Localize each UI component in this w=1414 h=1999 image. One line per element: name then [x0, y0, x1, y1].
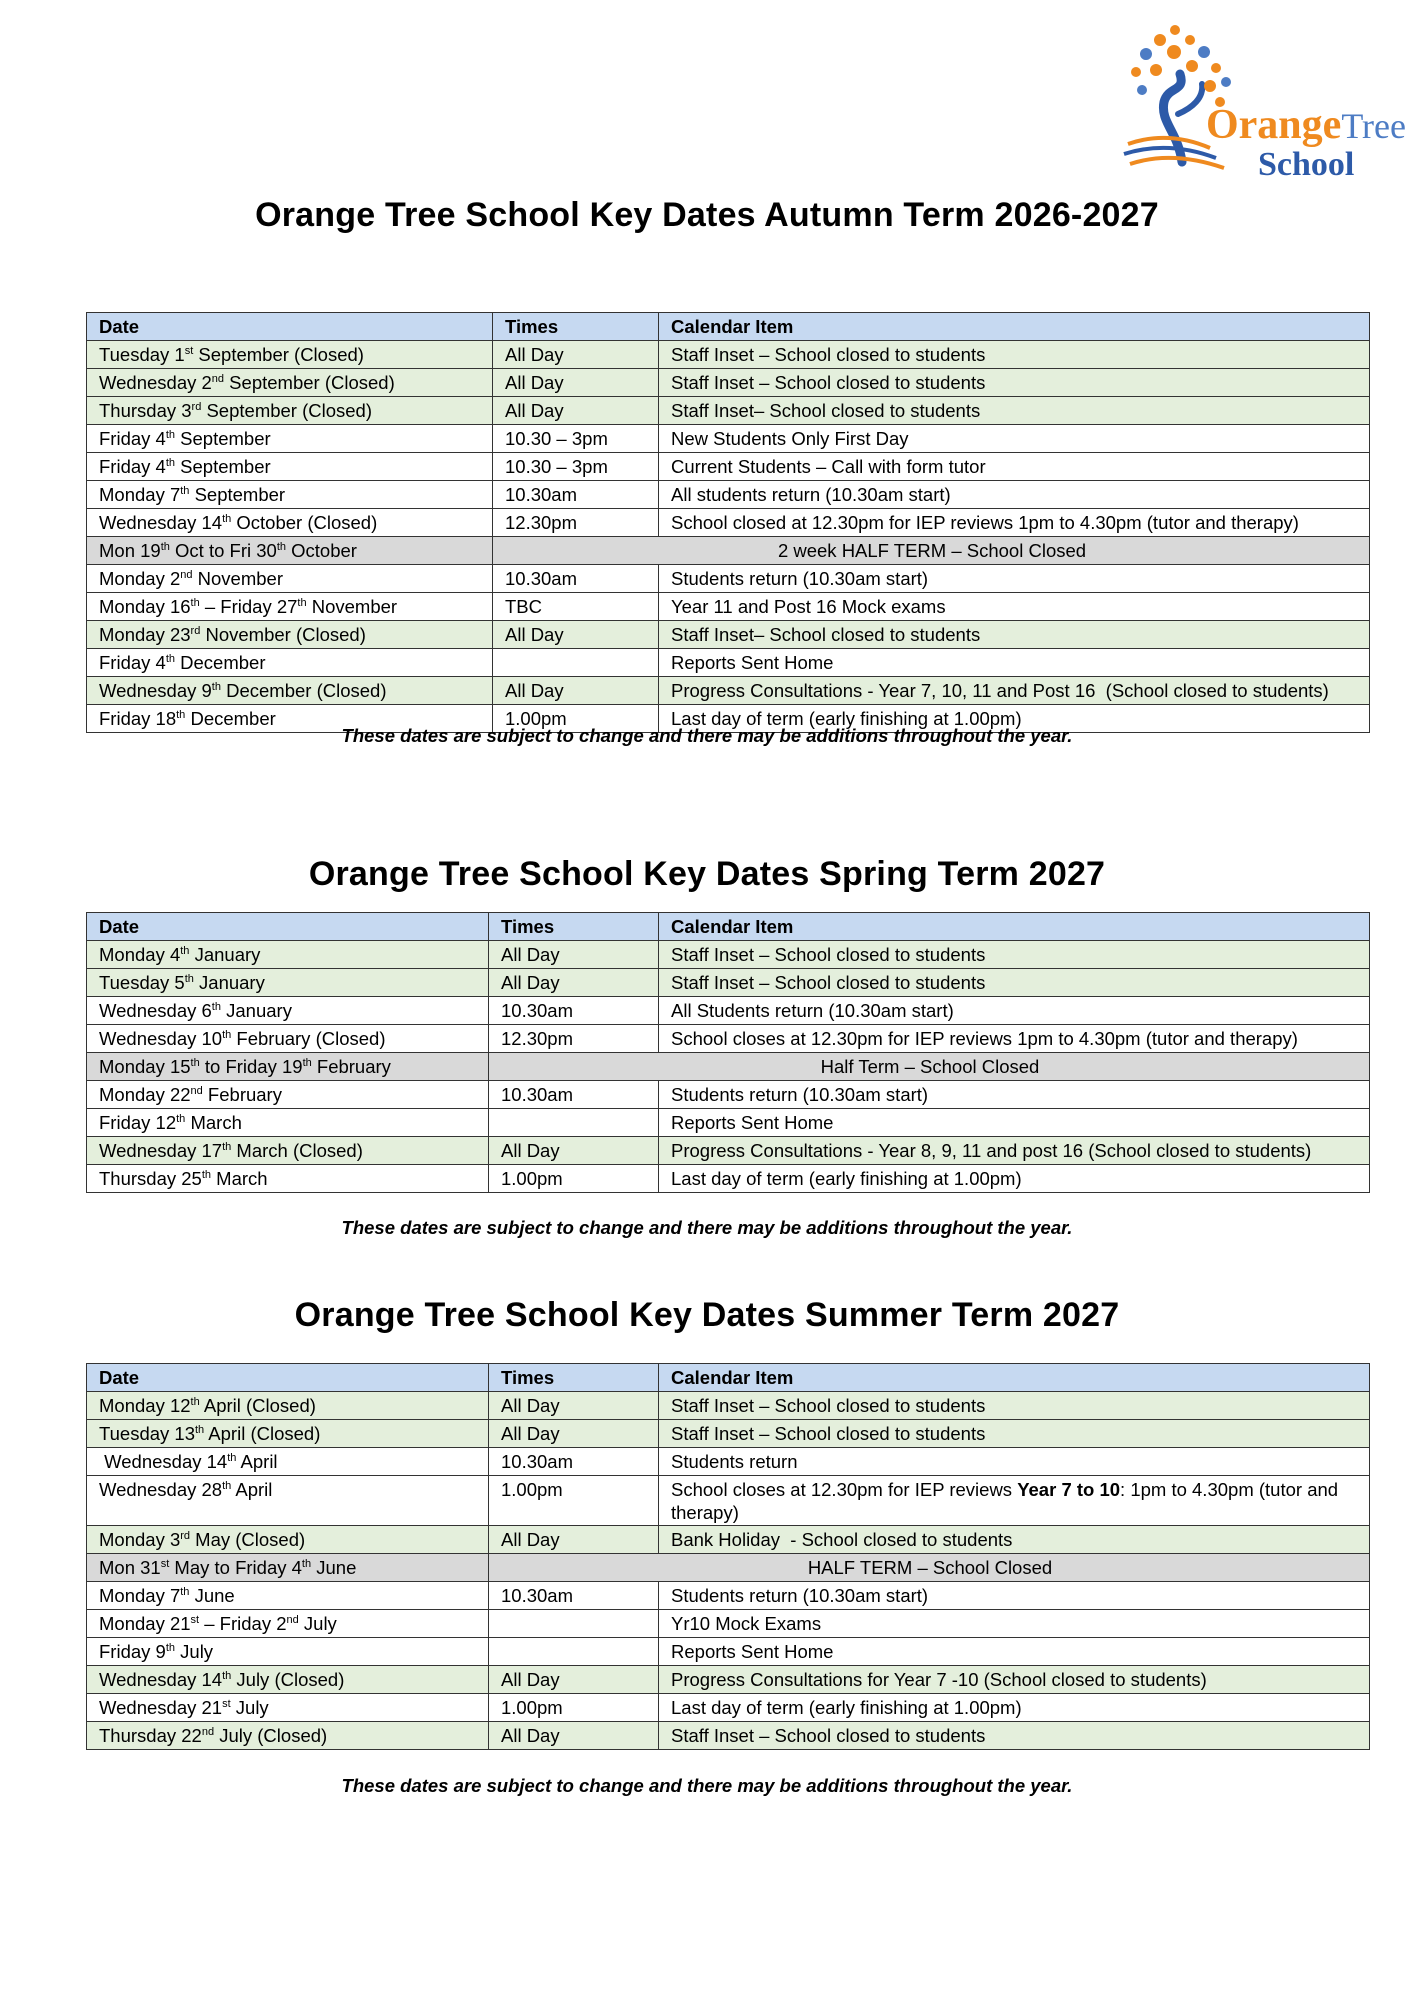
calendar-item-cell: Staff Inset – School closed to students	[659, 1722, 1370, 1750]
table-row	[87, 1053, 1370, 1081]
time-cell	[493, 649, 659, 677]
date-suffix: nd	[286, 1613, 299, 1626]
time-cell: All Day	[489, 1420, 659, 1448]
date-text: Mon 31	[99, 1557, 161, 1578]
date-cell	[87, 969, 489, 997]
date-cell	[87, 1025, 489, 1053]
spring-note: These dates are subject to change and there may be additions throughout the year.	[341, 1217, 1073, 1238]
date-text: Friday 4	[99, 652, 166, 673]
times-header: Times	[493, 313, 659, 341]
date-header: Date	[87, 313, 493, 341]
date-text: Wednesday 14	[99, 512, 223, 533]
date-suffix: rd	[191, 400, 202, 413]
date-suffix: th	[222, 512, 232, 525]
table-row	[87, 1165, 1370, 1193]
time-cell: All Day	[493, 397, 659, 425]
calendar-item-cell: Yr10 Mock Exams	[659, 1610, 1370, 1638]
table-row	[87, 997, 1370, 1025]
date-suffix: th	[222, 1669, 232, 1682]
date-text: February	[202, 1084, 282, 1105]
time-cell: All Day	[489, 969, 659, 997]
date-cell	[87, 1694, 489, 1722]
date-suffix: th	[222, 1028, 232, 1041]
date-text: September (Closed)	[193, 344, 364, 365]
date-text: December (Closed)	[220, 680, 387, 701]
summer-table	[86, 1363, 1370, 1750]
time-cell: 12.30pm	[489, 1025, 659, 1053]
table-row	[87, 1722, 1370, 1750]
date-text: April (Closed)	[199, 1395, 316, 1416]
date-cell	[87, 1109, 489, 1137]
date-text: Wednesday 14	[99, 1669, 223, 1690]
date-text: Wednesday 14	[99, 1451, 228, 1472]
date-text: February (Closed)	[231, 1028, 386, 1049]
date-cell	[87, 1610, 489, 1638]
time-cell: All Day	[489, 1392, 659, 1420]
date-cell	[87, 509, 493, 537]
time-cell: 10.30am	[489, 1081, 659, 1109]
date-cell	[87, 341, 493, 369]
calendar-item-cell	[659, 1476, 1370, 1526]
date-text: Thursday 3	[99, 400, 192, 421]
date-text: Oct to Fri 30	[169, 540, 277, 561]
time-cell: All Day	[489, 941, 659, 969]
calendar-item-cell: Staff Inset– School closed to students	[659, 621, 1370, 649]
date-text: June	[189, 1585, 235, 1606]
date-cell	[87, 1165, 489, 1193]
logo-word-tree: Tree	[1341, 106, 1406, 146]
date-text: Monday 12	[99, 1395, 191, 1416]
date-suffix: th	[211, 680, 221, 693]
time-cell: All Day	[489, 1526, 659, 1554]
time-cell: All Day	[489, 1137, 659, 1165]
table-row	[87, 1392, 1370, 1420]
calendar-item-cell: Year 11 and Post 16 Mock exams	[659, 593, 1370, 621]
date-suffix: th	[184, 972, 194, 985]
date-suffix: th	[302, 1056, 312, 1069]
date-suffix: th	[190, 1056, 200, 1069]
date-cell	[87, 621, 493, 649]
date-text: February	[311, 1056, 391, 1077]
date-cell	[87, 1448, 489, 1476]
item-text: School closes at 12.30pm for IEP reviews	[671, 1479, 1018, 1500]
table-row	[87, 425, 1370, 453]
autumn-note: These dates are subject to change and there may be additions throughout the year.	[341, 725, 1073, 746]
time-cell: 10.30 – 3pm	[493, 453, 659, 481]
calendar-item-cell: Staff Inset – School closed to students	[659, 341, 1370, 369]
date-text: Wednesday 6	[99, 1000, 212, 1021]
date-suffix: th	[180, 944, 190, 957]
time-cell: All Day	[493, 341, 659, 369]
calendar-item-cell: All students return (10.30am start)	[659, 481, 1370, 509]
calendar-item-cell: Students return	[659, 1448, 1370, 1476]
date-suffix: th	[176, 1112, 186, 1125]
table-row	[87, 397, 1370, 425]
table-row	[87, 481, 1370, 509]
date-suffix: th	[165, 1641, 176, 1654]
date-text: September	[175, 428, 271, 449]
calendar-item-cell: Students return (10.30am start)	[659, 1081, 1370, 1109]
time-cell	[489, 1638, 659, 1666]
date-text: June	[311, 1557, 357, 1578]
item-text-bold: Year 7 to 10	[1017, 1479, 1121, 1500]
date-suffix: th	[222, 1140, 232, 1153]
date-suffix: th	[297, 596, 307, 609]
date-text: April	[236, 1451, 278, 1472]
date-cell	[87, 537, 493, 565]
date-text: September (Closed)	[201, 400, 373, 421]
summer-title: Orange Tree School Key Dates Summer Term 2027	[294, 1296, 1120, 1334]
spring-title: Orange Tree School Key Dates Spring Term 2027	[308, 855, 1106, 893]
table-row	[87, 1025, 1370, 1053]
table-row	[87, 1554, 1370, 1582]
time-cell: 10.30am	[489, 1448, 659, 1476]
time-cell: TBC	[493, 593, 659, 621]
date-text: May to Friday 4	[169, 1557, 302, 1578]
time-cell: 10.30am	[493, 481, 659, 509]
date-text: Wednesday 10	[99, 1028, 223, 1049]
date-suffix: st	[184, 344, 194, 357]
table-row	[87, 969, 1370, 997]
date-cell	[87, 593, 493, 621]
date-text: September	[189, 484, 286, 505]
date-text: – Friday 2	[199, 1613, 287, 1634]
calendar-item-cell: Reports Sent Home	[659, 1109, 1370, 1137]
table-row	[87, 1081, 1370, 1109]
date-suffix: st	[190, 1613, 200, 1626]
date-text: Monday 15	[99, 1056, 191, 1077]
date-text: July	[298, 1613, 337, 1634]
times-header: Times	[489, 913, 659, 941]
date-text: Mon 19	[99, 540, 161, 561]
calendar-item-header: Calendar Item	[659, 913, 1370, 941]
table-row	[87, 341, 1370, 369]
calendar-item-cell: Current Students – Call with form tutor	[659, 453, 1370, 481]
table-row	[87, 1420, 1370, 1448]
date-text: Wednesday 2	[99, 372, 212, 393]
date-suffix: th	[190, 596, 200, 609]
time-cell: 1.00pm	[489, 1165, 659, 1193]
date-suffix: th	[180, 1585, 190, 1598]
calendar-item-cell: Staff Inset – School closed to students	[659, 1392, 1370, 1420]
date-text: Friday 12	[99, 1112, 177, 1133]
table-row	[87, 941, 1370, 969]
date-text: July (Closed)	[231, 1669, 345, 1690]
date-text: April (Closed)	[204, 1423, 321, 1444]
calendar-item-cell: Staff Inset – School closed to students	[659, 1420, 1370, 1448]
calendar-item-cell: Progress Consultations for Year 7 -10 (School closed to students)	[659, 1666, 1370, 1694]
table-row	[87, 1448, 1370, 1476]
date-text: Tuesday 5	[99, 972, 185, 993]
date-text: July	[230, 1697, 269, 1718]
date-text: Wednesday 9	[99, 680, 212, 701]
date-text: Monday 3	[99, 1529, 181, 1550]
date-suffix: nd	[190, 1084, 203, 1097]
logo-word-school: School	[1258, 146, 1355, 183]
table-row	[87, 537, 1370, 565]
calendar-item-cell: Staff Inset – School closed to students	[659, 941, 1370, 969]
date-text: November (Closed)	[200, 624, 366, 645]
date-text: November	[192, 568, 283, 589]
autumn-title: Orange Tree School Key Dates Autumn Term 2026-2027	[255, 196, 1159, 234]
date-text: Wednesday 28	[99, 1479, 223, 1500]
date-suffix: th	[195, 1423, 205, 1436]
date-text: Thursday 22	[99, 1725, 202, 1746]
time-cell: 10.30am	[489, 1582, 659, 1610]
date-cell	[87, 1554, 489, 1582]
date-cell	[87, 1476, 489, 1526]
date-text: Monday 21	[99, 1613, 191, 1634]
calendar-item-cell: Progress Consultations - Year 8, 9, 11 and post 16 (School closed to students)	[659, 1137, 1370, 1165]
date-text: Friday 4	[99, 456, 166, 477]
date-cell	[87, 1053, 489, 1081]
date-cell	[87, 1526, 489, 1554]
calendar-item-header: Calendar Item	[659, 313, 1370, 341]
time-cell	[489, 1610, 659, 1638]
date-text: Friday 4	[99, 428, 166, 449]
date-text: Tuesday 1	[99, 344, 185, 365]
calendar-item-cell: Last day of term (early finishing at 1.00pm)	[659, 1694, 1370, 1722]
time-cell: 10.30 – 3pm	[493, 425, 659, 453]
time-cell: All Day	[493, 677, 659, 705]
time-cell	[489, 1109, 659, 1137]
closure-cell: 2 week HALF TERM – School Closed	[493, 537, 1370, 565]
date-text: Monday 2	[99, 568, 181, 589]
date-cell	[87, 1081, 489, 1109]
calendar-item-cell: School closed at 12.30pm for IEP reviews 1pm to 4.30pm (tutor and therapy)	[659, 509, 1370, 537]
date-suffix: st	[160, 1557, 170, 1570]
time-cell: 10.30am	[489, 997, 659, 1025]
calendar-item-cell: Bank Holiday - School closed to students	[659, 1526, 1370, 1554]
table-row	[87, 1526, 1370, 1554]
calendar-item-cell: School closes at 12.30pm for IEP reviews 1pm to 4.30pm (tutor and therapy)	[659, 1025, 1370, 1053]
date-text: Friday 9	[99, 1641, 166, 1662]
date-suffix: th	[165, 652, 176, 665]
calendar-item-cell: Students return (10.30am start)	[659, 1582, 1370, 1610]
date-cell	[87, 649, 493, 677]
time-cell: 10.30am	[493, 565, 659, 593]
logo-word-orange: Orange	[1206, 102, 1342, 148]
calendar-item-cell: Staff Inset – School closed to students	[659, 969, 1370, 997]
date-suffix: th	[190, 1395, 200, 1408]
date-text: September (Closed)	[224, 372, 395, 393]
date-text: March (Closed)	[231, 1140, 363, 1161]
date-text: Monday 4	[99, 944, 181, 965]
date-text: Wednesday 17	[99, 1140, 223, 1161]
date-cell	[87, 1638, 489, 1666]
calendar-item-cell: Progress Consultations - Year 7, 10, 11 and Post 16 (School closed to students)	[659, 677, 1370, 705]
date-cell	[87, 481, 493, 509]
table-row	[87, 649, 1370, 677]
date-suffix: th	[165, 428, 176, 441]
table-row	[87, 1137, 1370, 1165]
date-text: January	[193, 972, 265, 993]
date-text: April	[231, 1479, 273, 1500]
date-suffix: th	[165, 456, 176, 469]
calendar-item-cell: New Students Only First Day	[659, 425, 1370, 453]
date-suffix: rd	[190, 624, 201, 637]
table-row	[87, 1666, 1370, 1694]
closure-cell: Half Term – School Closed	[489, 1053, 1370, 1081]
date-cell	[87, 1722, 489, 1750]
calendar-item-cell: Staff Inset– School closed to students	[659, 397, 1370, 425]
date-text: October	[286, 540, 357, 561]
calendar-item-cell: Last day of term (early finishing at 1.00pm)	[659, 705, 1370, 733]
date-text: Wednesday 21	[99, 1697, 223, 1718]
date-text: Monday 23	[99, 624, 191, 645]
table-row	[87, 621, 1370, 649]
calendar-item-cell: Staff Inset – School closed to students	[659, 369, 1370, 397]
time-cell: All Day	[489, 1666, 659, 1694]
date-cell	[87, 425, 493, 453]
date-cell	[87, 677, 493, 705]
time-cell: 1.00pm	[493, 705, 659, 733]
calendar-item-header: Calendar Item	[659, 1364, 1370, 1392]
date-cell	[87, 941, 489, 969]
date-text: January	[189, 944, 261, 965]
date-cell	[87, 397, 493, 425]
date-suffix: th	[176, 708, 186, 721]
date-suffix: th	[180, 484, 190, 497]
time-cell: All Day	[489, 1722, 659, 1750]
item-text: : 1pm to 4.30pm (tutor and therapy)	[671, 1479, 1344, 1523]
date-text: Tuesday 13	[99, 1423, 195, 1444]
date-text: March	[185, 1112, 242, 1133]
summer-note: These dates are subject to change and there may be additions throughout the year.	[341, 1775, 1073, 1796]
table-row	[87, 1638, 1370, 1666]
date-cell	[87, 1420, 489, 1448]
time-cell: 1.00pm	[489, 1476, 659, 1526]
date-suffix: rd	[180, 1529, 191, 1542]
date-text: November	[306, 596, 398, 617]
school-logo	[1120, 22, 1406, 183]
time-cell: All Day	[493, 621, 659, 649]
table-row	[87, 1109, 1370, 1137]
date-suffix: th	[160, 540, 170, 553]
date-text: October (Closed)	[231, 512, 378, 533]
table-row	[87, 677, 1370, 705]
date-cell	[87, 1582, 489, 1610]
date-suffix: nd	[211, 372, 225, 385]
date-suffix: nd	[180, 568, 193, 581]
table-row	[87, 565, 1370, 593]
date-text: September	[175, 456, 271, 477]
date-cell	[87, 453, 493, 481]
date-text: – Friday 27	[199, 596, 298, 617]
calendar-item-cell: All Students return (10.30am start)	[659, 997, 1370, 1025]
date-text: Friday 18	[99, 708, 177, 729]
table-row	[87, 1582, 1370, 1610]
calendar-item-cell: Reports Sent Home	[659, 1638, 1370, 1666]
date-suffix: th	[211, 1000, 221, 1013]
date-text: Monday 22	[99, 1084, 191, 1105]
date-text: May (Closed)	[190, 1529, 306, 1550]
autumn-table	[86, 312, 1370, 733]
table-row	[87, 453, 1370, 481]
date-suffix: th	[276, 540, 287, 553]
date-cell	[87, 1666, 489, 1694]
calendar-item-cell: Students return (10.30am start)	[659, 565, 1370, 593]
date-text: July	[175, 1641, 214, 1662]
table-header-row	[87, 913, 1370, 941]
table-row	[87, 369, 1370, 397]
closure-cell: HALF TERM – School Closed	[489, 1554, 1370, 1582]
date-text: Monday 16	[99, 596, 191, 617]
date-header: Date	[87, 913, 489, 941]
date-text: July (Closed)	[214, 1725, 328, 1746]
date-header: Date	[87, 1364, 489, 1392]
time-cell: 12.30pm	[493, 509, 659, 537]
table-header-row	[87, 1364, 1370, 1392]
table-row	[87, 593, 1370, 621]
time-cell: 1.00pm	[489, 1694, 659, 1722]
date-suffix: st	[222, 1697, 231, 1710]
table-row	[87, 1610, 1370, 1638]
date-text: December	[185, 708, 276, 729]
date-suffix: th	[301, 1557, 312, 1570]
date-cell	[87, 997, 489, 1025]
date-text: January	[220, 1000, 292, 1021]
times-header: Times	[489, 1364, 659, 1392]
table-row	[87, 1694, 1370, 1722]
calendar-item-cell: Last day of term (early finishing at 1.00pm)	[659, 1165, 1370, 1193]
date-text: Thursday 25	[99, 1168, 202, 1189]
date-suffix: th	[201, 1168, 212, 1181]
date-suffix: th	[222, 1479, 232, 1492]
date-text: Monday 7	[99, 484, 181, 505]
tree-logo-icon	[1120, 22, 1260, 172]
date-cell	[87, 565, 493, 593]
date-text: to Friday 19	[199, 1056, 303, 1077]
date-suffix: nd	[201, 1725, 215, 1738]
date-text: December	[175, 652, 266, 673]
table-row	[87, 1476, 1370, 1526]
date-cell	[87, 369, 493, 397]
date-text: March	[211, 1168, 268, 1189]
time-cell: All Day	[493, 369, 659, 397]
date-cell	[87, 1137, 489, 1165]
date-suffix: th	[227, 1451, 237, 1464]
table-header-row	[87, 313, 1370, 341]
spring-table	[86, 912, 1370, 1193]
date-cell	[87, 1392, 489, 1420]
calendar-item-cell: Reports Sent Home	[659, 649, 1370, 677]
date-text: Monday 7	[99, 1585, 181, 1606]
table-row	[87, 509, 1370, 537]
